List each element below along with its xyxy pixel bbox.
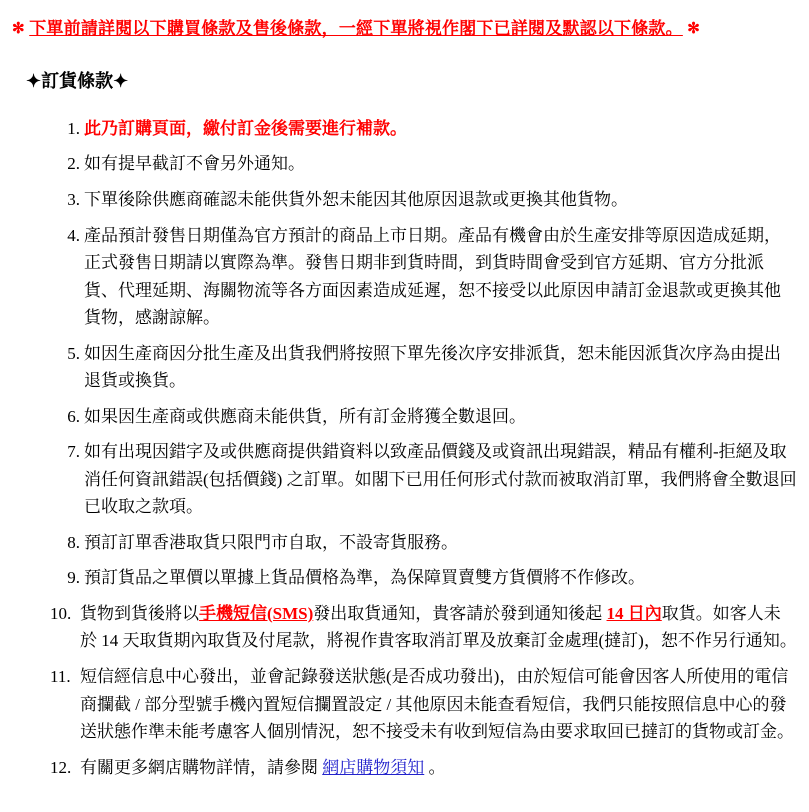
term-text: 下單後除供應商確認未能供貨外恕未能因其他原因退款或更換其他貨物。	[84, 190, 628, 209]
shopping-notice-link[interactable]: 網店購物須知	[322, 757, 425, 777]
term-text: 。	[424, 757, 446, 777]
term-text-emphasis: 此乃訂購頁面，繳付訂金後需要進行補款。	[84, 118, 407, 138]
term-text: 取貨。如客人未於 14 天取貨期內取貨及付尾款，將視作貴客取消訂單及放棄訂金處理(撻訂)，恕不作另行通知。	[80, 603, 797, 651]
term-text: 如因生產商因分批生產及出貨我們將按照下單先後次序安排派貨，恕未能因派貨次序為由提出退貨或換貨。	[84, 343, 781, 391]
term-item	[50, 340, 797, 395]
term-text: 有關更多網店購物詳情，請參閱	[80, 757, 323, 777]
term-item	[50, 186, 797, 214]
term-item	[50, 115, 797, 143]
term-item	[50, 222, 797, 332]
term-text: 短信經信息中心發出，並會記錄發送狀態(是否成功發出)，由於短信可能會因客人所使用的電信商攔截 / 部分型號手機內置短信攔置設定 / 其他原因未能查看短信，我們只能按照信息中心的發送狀態作準未能考慮客人個別情況，恕不接受未有收到短信為由要求取回已撻訂的貨物或訂金。	[80, 666, 794, 742]
term-item	[50, 600, 797, 655]
term-item	[50, 529, 797, 557]
term-item	[50, 403, 797, 431]
asterisk-icon-left: ✻	[12, 21, 25, 37]
terms-list	[12, 115, 797, 781]
term-text: 發出取貨通知，貴客請於發到通知後起	[313, 603, 607, 623]
term-text-highlight: 手機短信(SMS)	[199, 603, 314, 623]
asterisk-icon-right: ✻	[687, 21, 701, 37]
term-text: 貨物到貨後將以	[80, 603, 199, 623]
term-text: 預訂訂單香港取貨只限門市自取，不設寄貨服務。	[84, 532, 458, 552]
term-text: 如有提早截訂不會另外通知。	[84, 154, 305, 174]
section-title: ✦訂貨條款✦	[26, 70, 129, 91]
term-item	[50, 663, 797, 746]
term-item	[50, 150, 797, 178]
term-text: 預訂貨品之單價以單據上貨品價格為準，為保障買賣雙方貨價將不作修改。	[84, 568, 645, 588]
top-notice	[12, 18, 797, 41]
term-item	[50, 564, 797, 592]
top-notice-text: 下單前請詳閱以下購買條款及售後條款，一經下單將視作閣下已詳閱及默認以下條款。	[29, 19, 683, 38]
term-item	[50, 754, 797, 782]
term-text: 產品預計發售日期僅為官方預計的商品上市日期。產品有機會由於生產安排等原因造成延期，正式發售日期請以實際為準。發售日期非到貨時間，到貨時間會受到官方延期、官方分批派貨、代理延期、海關物流等各方面因素造成延遲，恕不接受以此原因申請訂金退款或更換其他貨物，感謝諒解。	[84, 225, 781, 328]
term-text: 如有出現因錯字及或供應商提供錯資料以致產品價錢及或資訊出現錯誤，精品有權利-拒絕及取消任何資訊錯誤(包括價錢) 之訂單。如閣下已用任何形式付款而被取消訂單，我們將會全數退回已收取之款項。	[84, 442, 797, 517]
term-text: 如果因生產商或供應商未能供貨，所有訂金將獲全數退回。	[84, 406, 526, 426]
term-text-highlight: 14 日內	[606, 603, 662, 623]
term-item	[50, 438, 797, 521]
